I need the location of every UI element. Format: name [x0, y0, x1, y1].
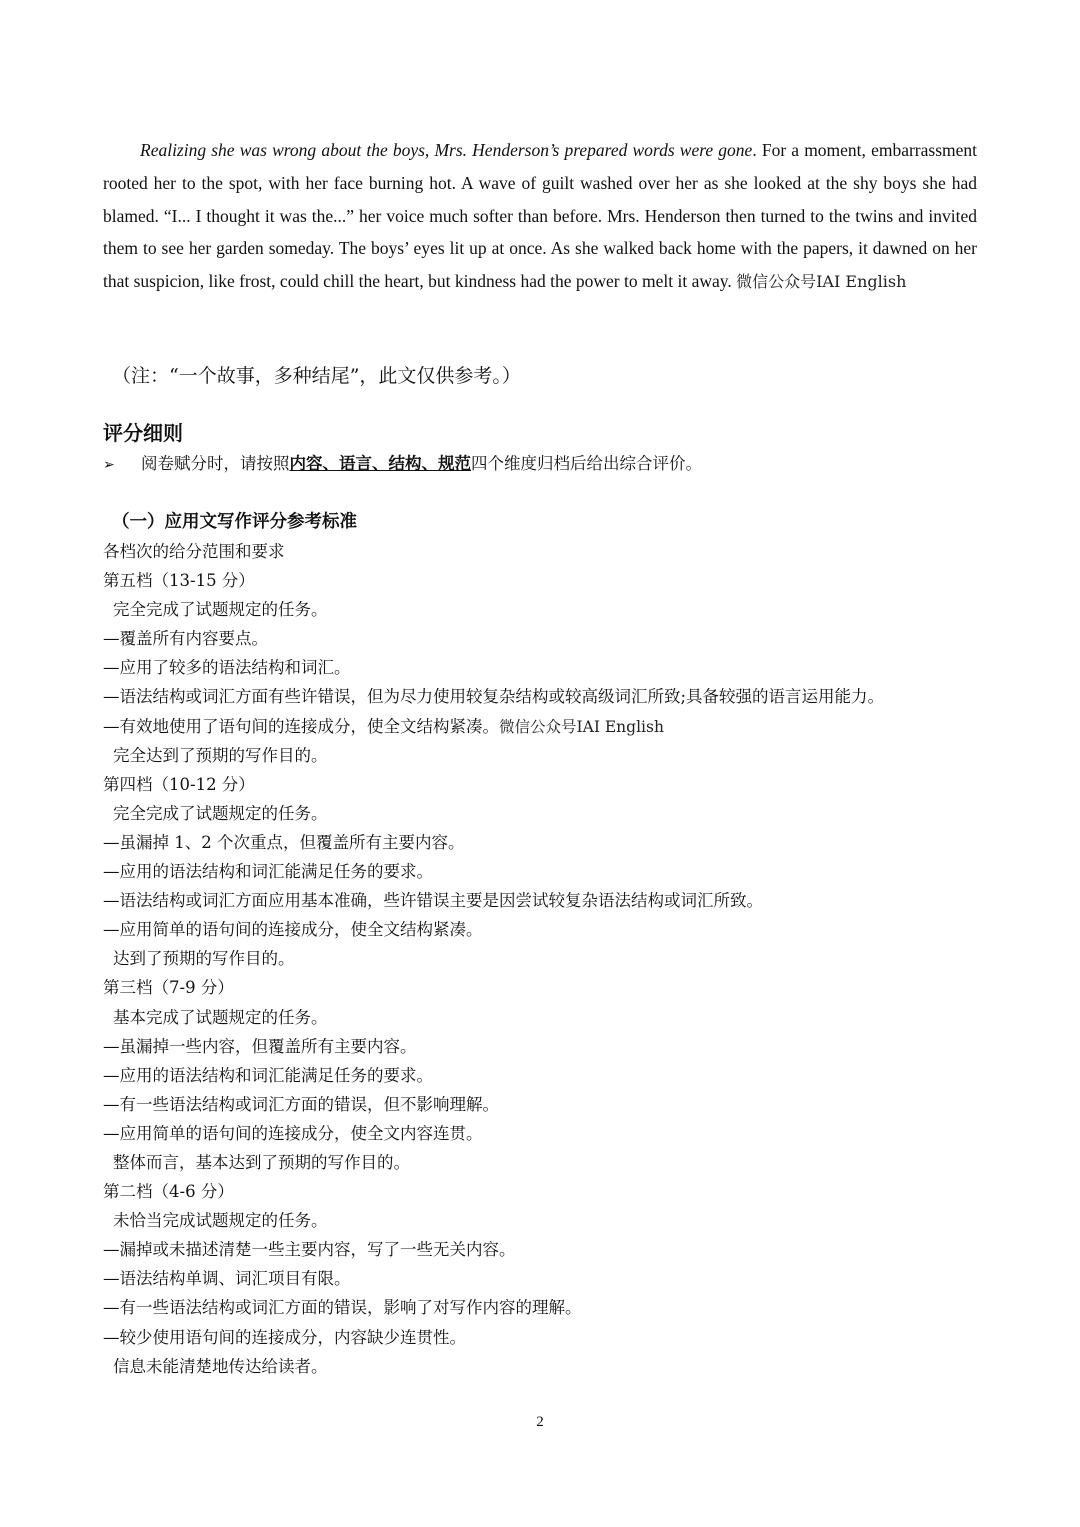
- instruction-dimensions: 内容、语言、结构、规范: [289, 454, 471, 473]
- instruction-post: 四个维度归档后给出综合评价。: [471, 454, 702, 473]
- watermark-text: 微信公众号IAI English: [499, 717, 664, 736]
- criteria-intro: 各档次的给分范围和要求: [103, 542, 285, 561]
- level-item-text: —有效地使用了语句间的连接成分，使全文结构紧凑。: [103, 716, 499, 736]
- level-conclusion: 达到了预期的写作目的。: [113, 949, 295, 969]
- level-item: —有一些语法结构或词汇方面的错误，但不影响理解。: [103, 1094, 499, 1114]
- level-item: —有一些语法结构或词汇方面的错误，影响了对写作内容的理解。: [103, 1298, 582, 1318]
- level-summary: 未恰当完成试题规定的任务。: [113, 1211, 328, 1231]
- level-title: 第五档（13-15 分）: [103, 571, 255, 591]
- arrow-bullet-icon: ➢: [103, 457, 115, 473]
- level-item: —语法结构或词汇方面应用基本准确，些许错误主要是因尝试较复杂语法结构或词汇所致。: [103, 891, 763, 911]
- level-item: —较少使用语句间的连接成分，内容缺少连贯性。: [103, 1327, 466, 1347]
- watermark-text: 微信公众号IAI English: [736, 272, 907, 292]
- level-conclusion: 完全达到了预期的写作目的。: [113, 745, 328, 765]
- instruction-pre: 阅卷赋分时，请按照: [141, 454, 290, 473]
- level-conclusion: 整体而言，基本达到了预期的写作目的。: [113, 1152, 410, 1172]
- story-italic-lead: Realizing she was wrong about the boys, Mrs. Henderson’s prepared words were gone: [140, 140, 753, 160]
- level-item: —应用简单的语句间的连接成分，使全文结构紧凑。: [103, 920, 483, 940]
- level-item: —语法结构单调、词汇项目有限。: [103, 1269, 351, 1289]
- level-summary: 完全完成了试题规定的任务。: [113, 600, 328, 620]
- criteria-list: [103, 537, 993, 1381]
- level-item: —应用了较多的语法结构和词汇。: [103, 658, 351, 678]
- level-item: [103, 712, 993, 741]
- level-item: —漏掉或未描述清楚一些主要内容，写了一些无关内容。: [103, 1240, 516, 1260]
- level-item: —虽漏掉一些内容，但覆盖所有主要内容。: [103, 1036, 417, 1056]
- scoring-heading: 评分细则: [103, 421, 183, 445]
- page-number: 2: [536, 1414, 544, 1430]
- level-summary: 完全完成了试题规定的任务。: [113, 803, 328, 823]
- reference-note: （注：“一个故事，多种结尾”，此文仅供参考。）: [112, 365, 521, 387]
- level-item: —覆盖所有内容要点。: [103, 629, 268, 649]
- level-item: —语法结构或词汇方面有些许错误，但为尽力使用较复杂结构或较高级词汇所致;具备较强的语言运用能力。: [103, 687, 885, 707]
- level-summary: 基本完成了试题规定的任务。: [113, 1007, 328, 1027]
- level-item: —应用简单的语句间的连接成分，使全文内容连贯。: [103, 1123, 483, 1143]
- level-title: 第三档（7-9 分）: [103, 978, 234, 998]
- level-title: 第二档（4-6 分）: [103, 1182, 234, 1202]
- section-heading: （一）应用文写作评分参考标准: [112, 512, 357, 532]
- story-body: . For a moment, embarrassment rooted her to the spot, with her face burning hot. A wave of guilt washed over her as she looked at the shy boys she had blamed. “I... I thought it was the...” her voice much softer than before. Mrs. Henderson then turned to the twins and invited them to see her garden someday. The boys’ eyes lit up at once. As she walked back home with the papers, it dawned on her that suspicion, like frost, could chill the heart, but kindness had the power to melt it away.: [103, 140, 977, 292]
- level-item: —虽漏掉 1、2 个次重点，但覆盖所有主要内容。: [103, 832, 465, 852]
- level-title: 第四档（10-12 分）: [103, 774, 255, 794]
- level-item: —应用的语法结构和词汇能满足任务的要求。: [103, 1065, 433, 1085]
- story-ending-paragraph: [103, 134, 977, 299]
- scoring-instruction: [103, 451, 702, 478]
- level-conclusion: 信息未能清楚地传达给读者。: [113, 1356, 328, 1376]
- level-item: —应用的语法结构和词汇能满足任务的要求。: [103, 862, 433, 882]
